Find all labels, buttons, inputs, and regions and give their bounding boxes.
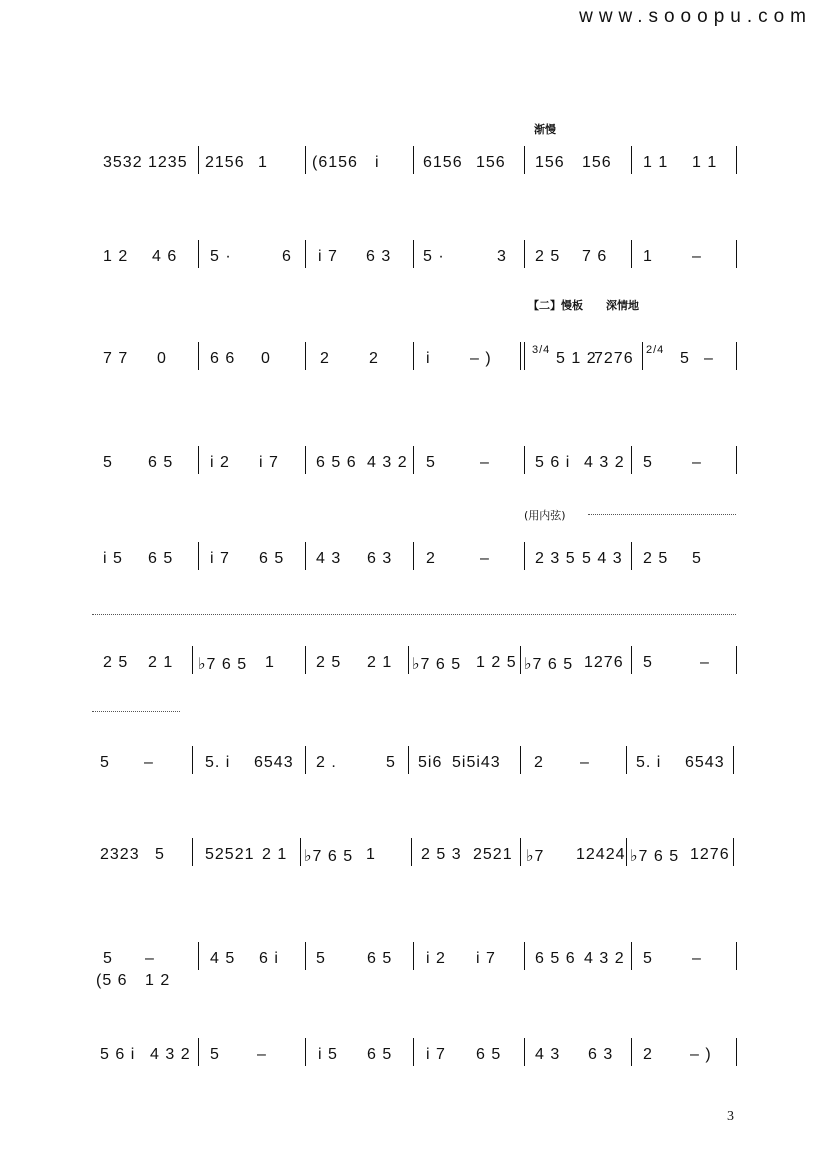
bar-line <box>631 942 632 970</box>
note-group: 6 5 6 <box>316 454 357 471</box>
note-group: (5 6 <box>96 972 128 989</box>
note-group: 2156 <box>205 154 245 171</box>
note-group: 1276 <box>584 654 624 671</box>
bar-line <box>305 240 306 268</box>
note-group: ♭7 <box>526 848 545 865</box>
note-group: 156 <box>476 154 506 171</box>
note-group: 5 6 i <box>100 1046 136 1063</box>
note-group: 2 1 <box>262 846 288 863</box>
score-line-10 <box>0 1026 826 1086</box>
note-group: 5 <box>643 950 653 967</box>
note-group: 4 3 2 <box>367 454 408 471</box>
score-line-7 <box>0 734 826 794</box>
score-line-1 <box>0 134 826 194</box>
score-line-6 <box>0 634 826 694</box>
bar-line <box>408 646 409 674</box>
note-group: 4 6 <box>152 248 178 265</box>
note-group: 5 <box>210 1046 220 1063</box>
note-group: 1276 <box>690 846 730 863</box>
note-group: 6 5 6 <box>535 950 576 967</box>
note-group: i 7 <box>318 248 338 265</box>
time-signature: 2/4 <box>646 344 665 356</box>
bar-line <box>524 446 525 474</box>
note-group: 2 <box>643 1046 653 1063</box>
note-group: – ) <box>470 350 492 367</box>
bar-line <box>631 240 632 268</box>
note-group: 6 6 <box>210 350 236 367</box>
page-number: 3 <box>727 1109 734 1124</box>
note-group: 1 <box>258 154 268 171</box>
bar-line <box>300 838 301 866</box>
note-group: – <box>700 654 710 671</box>
bar-line <box>413 1038 414 1066</box>
note-group: i 2 <box>210 454 230 471</box>
staff-divider-dots <box>92 614 736 615</box>
bar-line <box>411 838 412 866</box>
note-group: – <box>692 454 702 471</box>
bar-line <box>524 1038 525 1066</box>
note-group: 3532 <box>103 154 143 171</box>
note-group: 5i5i43 <box>452 754 501 771</box>
note-group: 5 · <box>423 248 445 265</box>
bar-line <box>736 342 737 370</box>
note-group: 2 1 <box>148 654 174 671</box>
note-group: i 5 <box>103 550 123 567</box>
bar-line <box>198 942 199 970</box>
note-group: ♭7 6 5 <box>198 656 248 673</box>
bar-line <box>642 342 643 370</box>
note-group: – <box>704 350 714 367</box>
note-group: 1 <box>643 248 653 265</box>
note-group: 5 <box>103 454 113 471</box>
note-group: 1 <box>366 846 376 863</box>
inner-string-marking: (用内弦) <box>524 509 566 522</box>
score-line-2 <box>0 228 826 288</box>
bar-line <box>520 838 521 866</box>
note-group: 5 <box>426 454 436 471</box>
note-group: 2 <box>369 350 379 367</box>
note-group: – <box>692 950 702 967</box>
note-group: i <box>426 350 431 367</box>
note-group: 2 3 5 <box>535 550 576 567</box>
bar-line <box>524 942 525 970</box>
bar-line <box>736 240 737 268</box>
note-group: 5 <box>680 350 690 367</box>
note-group: 2 <box>534 754 544 771</box>
note-group: 2323 <box>100 846 140 863</box>
bar-line <box>626 838 627 866</box>
note-group: 2 5 <box>535 248 561 265</box>
bar-line <box>524 240 525 268</box>
note-group: i 7 <box>476 950 496 967</box>
note-group: 4 3 2 <box>584 454 625 471</box>
score-line-4 <box>0 434 826 494</box>
note-group: – <box>580 754 590 771</box>
bar-line <box>631 446 632 474</box>
bar-line <box>733 746 734 774</box>
bar-line <box>736 1038 737 1066</box>
inner-string-extension <box>588 514 736 515</box>
bar-line <box>413 542 414 570</box>
staff-divider-dots <box>92 711 180 712</box>
note-group: 6 5 <box>367 950 393 967</box>
bar-line <box>626 746 627 774</box>
bar-line <box>413 240 414 268</box>
note-group: 5 1 2 <box>556 350 597 367</box>
bar-line <box>198 146 199 174</box>
note-group: 5 <box>643 654 653 671</box>
note-group: 3 <box>497 248 507 265</box>
note-group: 2521 <box>473 846 513 863</box>
note-group: 6 i <box>259 950 279 967</box>
bar-line <box>631 646 632 674</box>
note-group: – <box>480 454 490 471</box>
bar-line <box>736 446 737 474</box>
note-group: 2 1 <box>367 654 393 671</box>
note-group: – <box>257 1046 267 1063</box>
score-line-8 <box>0 826 826 886</box>
note-group: 5 6 i <box>535 454 571 471</box>
note-group: 4 3 <box>535 1046 561 1063</box>
note-group: 5 <box>692 550 702 567</box>
note-group: – ) <box>690 1046 712 1063</box>
note-group: 6 5 <box>148 454 174 471</box>
bar-line <box>305 342 306 370</box>
bar-line <box>413 942 414 970</box>
note-group: – <box>145 950 155 967</box>
note-group: 52521 <box>205 846 255 863</box>
bar-line <box>736 942 737 970</box>
bar-line <box>198 240 199 268</box>
note-group: 5 4 3 <box>582 550 623 567</box>
note-group: 4 3 2 <box>150 1046 191 1063</box>
note-group: 0 <box>261 350 271 367</box>
bar-line <box>408 746 409 774</box>
bar-line <box>305 146 306 174</box>
bar-line <box>736 646 737 674</box>
note-group: – <box>692 248 702 265</box>
note-group: i 7 <box>426 1046 446 1063</box>
bar-line <box>631 1038 632 1066</box>
bar-line <box>192 746 193 774</box>
note-group: ♭7 6 5 <box>304 848 354 865</box>
note-group: 1235 <box>148 154 188 171</box>
note-group: 1 <box>265 654 275 671</box>
note-group: 1 2 5 <box>476 654 517 671</box>
bar-line <box>192 646 193 674</box>
bar-line <box>631 146 632 174</box>
double-bar-line <box>520 342 521 370</box>
bar-line <box>305 542 306 570</box>
note-group: i <box>375 154 380 171</box>
note-group: 2 5 <box>103 654 129 671</box>
bar-line <box>198 342 199 370</box>
bar-line <box>736 146 737 174</box>
note-group: 0 <box>157 350 167 367</box>
note-group: 5. i <box>205 754 231 771</box>
note-group: 7276 <box>594 350 634 367</box>
bar-line <box>198 1038 199 1066</box>
bar-line <box>413 446 414 474</box>
bar-line <box>305 1038 306 1066</box>
bar-line <box>305 942 306 970</box>
bar-line <box>305 646 306 674</box>
bar-line <box>305 746 306 774</box>
bar-line <box>413 342 414 370</box>
note-group: – <box>480 550 490 567</box>
section-heading: 【二】慢板 <box>528 299 583 312</box>
bar-line <box>733 838 734 866</box>
note-group: 6 5 <box>476 1046 502 1063</box>
note-group: 1 2 <box>103 248 129 265</box>
note-group: 2 <box>320 350 330 367</box>
note-group: i 5 <box>318 1046 338 1063</box>
score-line-3 <box>0 330 826 390</box>
note-group: 5 <box>103 950 113 967</box>
bar-line <box>305 446 306 474</box>
note-group: 6 5 <box>259 550 285 567</box>
bar-line <box>198 542 199 570</box>
note-group: 7 6 <box>582 248 608 265</box>
note-group: ♭7 6 5 <box>630 848 680 865</box>
note-group: 6 3 <box>366 248 392 265</box>
bar-line <box>520 646 521 674</box>
note-group: ♭7 6 5 <box>524 656 574 673</box>
note-group: 6543 <box>685 754 725 771</box>
note-group: 5 <box>643 454 653 471</box>
note-group: 2 5 <box>316 654 342 671</box>
note-group: 156 <box>535 154 565 171</box>
bar-line <box>524 146 525 174</box>
note-group: 5. i <box>636 754 662 771</box>
bar-line <box>520 746 521 774</box>
note-group: 5 <box>316 950 326 967</box>
watermark: www.sooopu.com <box>579 6 812 27</box>
bar-line <box>631 542 632 570</box>
score-line-9 <box>0 930 826 990</box>
note-group: 4 3 2 <box>584 950 625 967</box>
note-group: 6 3 <box>367 550 393 567</box>
note-group: 1 2 <box>145 972 171 989</box>
note-group: 7 7 <box>103 350 129 367</box>
note-group: 5 <box>100 754 110 771</box>
note-group: 6 3 <box>588 1046 614 1063</box>
time-signature: 3/4 <box>532 344 551 356</box>
note-group: 4 5 <box>210 950 236 967</box>
bar-line <box>198 446 199 474</box>
note-group: 6156 <box>423 154 463 171</box>
note-group: i 7 <box>259 454 279 471</box>
tempo-marking-slowing: 渐慢 <box>534 123 556 136</box>
note-group: 6 <box>282 248 292 265</box>
note-group: 156 <box>582 154 612 171</box>
note-group: i 7 <box>210 550 230 567</box>
note-group: 5 <box>386 754 396 771</box>
note-group: 4 3 <box>316 550 342 567</box>
expression-marking: 深情地 <box>606 299 639 312</box>
note-group: 1 1 <box>692 154 718 171</box>
note-group: 2 5 3 <box>421 846 462 863</box>
note-group: 1 1 <box>643 154 669 171</box>
note-group: 5i6 <box>418 754 443 771</box>
note-group: 6543 <box>254 754 294 771</box>
note-group: 5 · <box>210 248 232 265</box>
note-group: 2 5 <box>643 550 669 567</box>
note-group: 5 <box>155 846 165 863</box>
note-group: ♭7 6 5 <box>412 656 462 673</box>
score-line-5 <box>0 530 826 590</box>
note-group: – <box>144 754 154 771</box>
bar-line <box>524 542 525 570</box>
note-group: (6156 <box>312 154 358 171</box>
note-group: i 2 <box>426 950 446 967</box>
note-group: 2 . <box>316 754 337 771</box>
bar-line <box>413 146 414 174</box>
bar-line <box>192 838 193 866</box>
note-group: 12424 <box>576 846 626 863</box>
note-group: 6 5 <box>148 550 174 567</box>
note-group: 6 5 <box>367 1046 393 1063</box>
note-group: 2 <box>426 550 436 567</box>
